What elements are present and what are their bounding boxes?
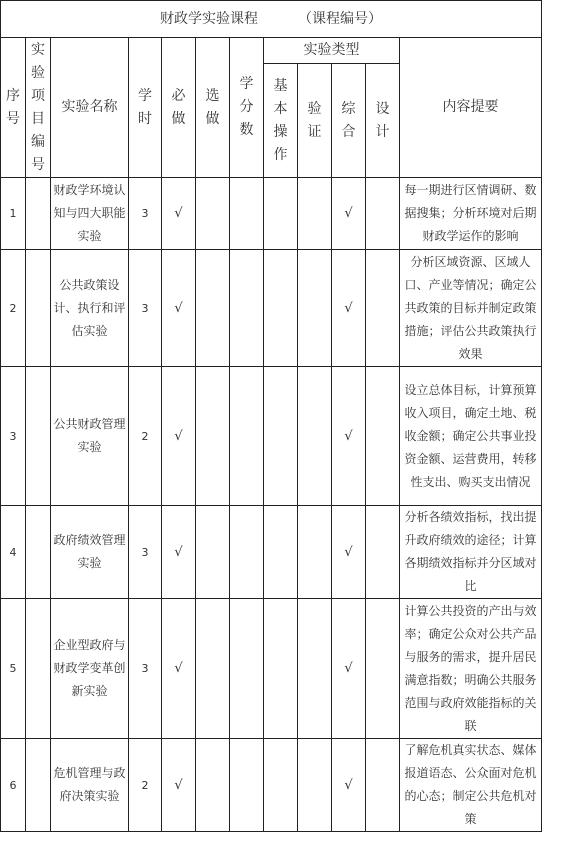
row-verify bbox=[298, 178, 332, 250]
table-row bbox=[1, 506, 542, 599]
row-elective bbox=[196, 178, 230, 250]
row-credits bbox=[230, 367, 264, 506]
header-type-group: 实验类型 bbox=[264, 38, 400, 64]
table-row bbox=[1, 599, 542, 739]
row-exp-id bbox=[26, 599, 51, 739]
table-row bbox=[1, 739, 542, 832]
table-row bbox=[1, 250, 542, 367]
row-verify bbox=[298, 739, 332, 832]
row-elective bbox=[196, 739, 230, 832]
row-credits bbox=[230, 739, 264, 832]
row-name: 政府绩效管理实验 bbox=[51, 506, 129, 599]
row-verify bbox=[298, 506, 332, 599]
header-exp-id: 实 验 项 目 编 号 bbox=[26, 38, 51, 178]
row-basic bbox=[264, 506, 298, 599]
row-name: 企业型政府与财政学变革创新实验 bbox=[51, 599, 129, 739]
row-comprehensive: √ bbox=[332, 739, 366, 832]
header-basic: 基 本 操 作 bbox=[264, 64, 298, 178]
row-credits bbox=[230, 506, 264, 599]
row-summary: 设立总体目标，计算预算收入项目，确定土地、税收金额；确定公共事业投资金额、运营费用，转移性支出、购买支出情况 bbox=[400, 367, 542, 506]
row-elective bbox=[196, 599, 230, 739]
row-seq: 1 bbox=[1, 178, 26, 250]
row-basic bbox=[264, 178, 298, 250]
row-hours: 3 bbox=[129, 178, 162, 250]
row-elective bbox=[196, 506, 230, 599]
row-required: √ bbox=[162, 599, 196, 739]
row-summary: 分析各绩效指标，找出提升政府绩效的途径；计算各期绩效指标并分区域对比 bbox=[400, 506, 542, 599]
row-basic bbox=[264, 250, 298, 367]
row-elective bbox=[196, 250, 230, 367]
row-hours: 3 bbox=[129, 599, 162, 739]
row-seq: 5 bbox=[1, 599, 26, 739]
row-design bbox=[366, 367, 400, 506]
row-design bbox=[366, 178, 400, 250]
row-comprehensive: √ bbox=[332, 599, 366, 739]
row-design bbox=[366, 250, 400, 367]
row-exp-id bbox=[26, 178, 51, 250]
header-comprehensive: 综 合 bbox=[332, 64, 366, 178]
row-name: 危机管理与政府决策实验 bbox=[51, 739, 129, 832]
row-name: 财政学环境认知与四大职能实验 bbox=[51, 178, 129, 250]
row-exp-id bbox=[26, 250, 51, 367]
header-summary: 内容提要 bbox=[400, 38, 542, 178]
row-seq: 2 bbox=[1, 250, 26, 367]
row-summary: 了解危机真实状态、媒体报道语态、公众面对危机的心态；制定公共危机对策 bbox=[400, 739, 542, 832]
title-code: （课程编号） bbox=[298, 10, 383, 27]
row-hours: 2 bbox=[129, 739, 162, 832]
row-credits bbox=[230, 178, 264, 250]
row-seq: 4 bbox=[1, 506, 26, 599]
header-required: 必 做 bbox=[162, 38, 196, 178]
title-main: 财政学实验课程 bbox=[160, 10, 259, 27]
row-name: 公共政策设计、执行和评估实验 bbox=[51, 250, 129, 367]
row-required: √ bbox=[162, 250, 196, 367]
row-seq: 6 bbox=[1, 739, 26, 832]
row-credits bbox=[230, 250, 264, 367]
row-exp-id bbox=[26, 367, 51, 506]
row-elective bbox=[196, 367, 230, 506]
header-seq: 序 号 bbox=[1, 38, 26, 178]
row-design bbox=[366, 599, 400, 739]
row-basic bbox=[264, 367, 298, 506]
row-summary: 计算公共投资的产出与效率；确定公众对公共产品与服务的需求，提升居民满意指数；明确公共服务范围与政府效能指标的关联 bbox=[400, 599, 542, 739]
title-row bbox=[1, 1, 542, 38]
row-verify bbox=[298, 367, 332, 506]
row-required: √ bbox=[162, 739, 196, 832]
row-design bbox=[366, 506, 400, 599]
row-summary: 分析区域资源、区域人口、产业等情况；确定公共政策的目标并制定政策措施；评估公共政策执行效果 bbox=[400, 250, 542, 367]
row-hours: 3 bbox=[129, 250, 162, 367]
row-seq: 3 bbox=[1, 367, 26, 506]
row-basic bbox=[264, 739, 298, 832]
row-design bbox=[366, 739, 400, 832]
table-row bbox=[1, 178, 542, 250]
row-required: √ bbox=[162, 367, 196, 506]
row-exp-id bbox=[26, 739, 51, 832]
row-basic bbox=[264, 599, 298, 739]
table-title bbox=[1, 1, 542, 38]
row-exp-id bbox=[26, 506, 51, 599]
row-summary: 每一期进行区情调研、数据搜集；分析环境对后期财政学运作的影响 bbox=[400, 178, 542, 250]
row-credits bbox=[230, 599, 264, 739]
table-row bbox=[1, 367, 542, 506]
row-verify bbox=[298, 599, 332, 739]
row-comprehensive: √ bbox=[332, 506, 366, 599]
row-comprehensive: √ bbox=[332, 367, 366, 506]
row-comprehensive: √ bbox=[332, 178, 366, 250]
row-hours: 3 bbox=[129, 506, 162, 599]
header-elective: 选 做 bbox=[196, 38, 230, 178]
header-name: 实验名称 bbox=[51, 38, 129, 178]
header-credits: 学 分 数 bbox=[230, 38, 264, 178]
header-verify: 验 证 bbox=[298, 64, 332, 178]
header-hours: 学 时 bbox=[129, 38, 162, 178]
row-name: 公共财政管理实验 bbox=[51, 367, 129, 506]
row-comprehensive: √ bbox=[332, 250, 366, 367]
header-row-1 bbox=[1, 38, 542, 64]
row-verify bbox=[298, 250, 332, 367]
row-hours: 2 bbox=[129, 367, 162, 506]
header-design: 设 计 bbox=[366, 64, 400, 178]
row-required: √ bbox=[162, 506, 196, 599]
row-required: √ bbox=[162, 178, 196, 250]
